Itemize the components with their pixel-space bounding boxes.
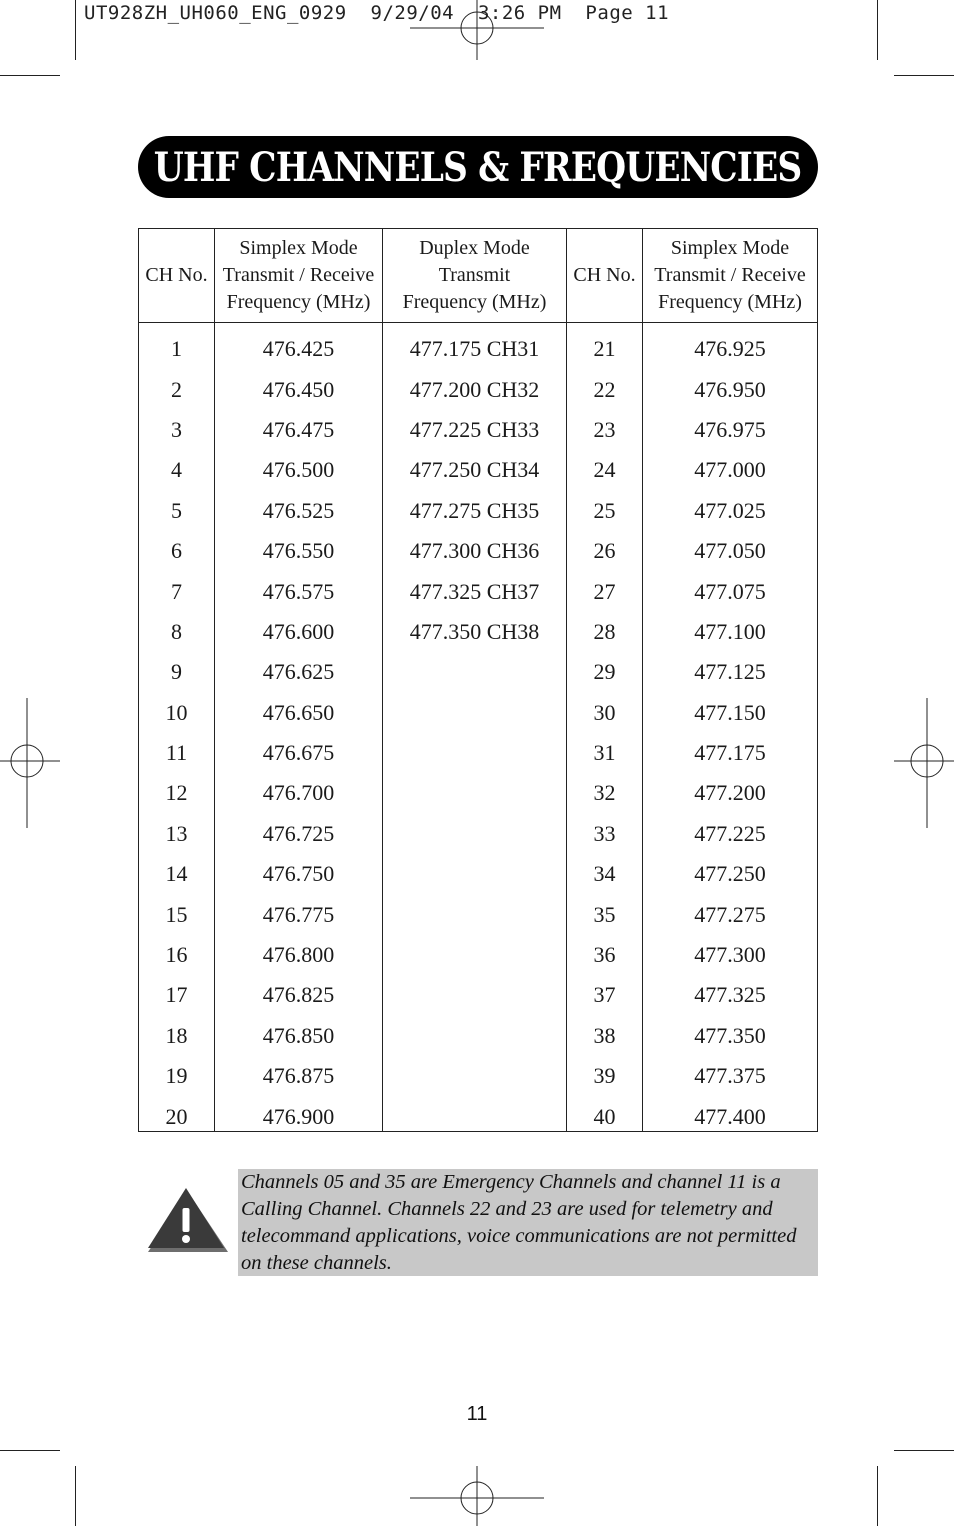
table-cell: 476.775 bbox=[262, 901, 335, 927]
table-cell: 476.925 bbox=[694, 336, 766, 362]
table-cell: 20 bbox=[165, 1103, 188, 1129]
table-cell: 476.875 bbox=[262, 1063, 335, 1089]
table-cell: 19 bbox=[165, 1063, 188, 1089]
table-cell: 477.175 CH31 bbox=[409, 336, 540, 362]
table-cell: 17 bbox=[165, 982, 188, 1008]
crop-mark bbox=[894, 1450, 954, 1451]
table-cell: 477.225 CH33 bbox=[409, 416, 540, 442]
crop-mark bbox=[0, 75, 60, 76]
table-cell: 476.500 bbox=[262, 457, 335, 483]
table-cell: 477.000 bbox=[694, 457, 766, 483]
table-cell: 7 bbox=[171, 578, 182, 604]
crop-mark bbox=[75, 0, 76, 60]
table-cell: 477.150 bbox=[694, 699, 766, 725]
table-cell: 476.750 bbox=[262, 861, 335, 887]
table-cell: 29 bbox=[593, 659, 616, 685]
table-cell: 477.200 CH32 bbox=[409, 376, 540, 402]
table-cell: 16 bbox=[165, 942, 188, 968]
table-cell: 2 bbox=[171, 376, 182, 402]
table-cell: 476.700 bbox=[262, 780, 335, 806]
table-cell: 476.900 bbox=[262, 1103, 335, 1129]
table-cell: 476.450 bbox=[262, 376, 335, 402]
table-cell: 33 bbox=[593, 820, 616, 846]
table-cell: 23 bbox=[593, 416, 616, 442]
table-cell: 1 bbox=[171, 336, 182, 362]
table-cell: 30 bbox=[593, 699, 616, 725]
table-cell: 477.075 bbox=[694, 578, 766, 604]
table-cell: 477.225 bbox=[694, 820, 766, 846]
title-banner bbox=[138, 136, 818, 198]
column-ch-no-left bbox=[139, 329, 214, 1137]
table-cell: 477.250 bbox=[694, 861, 766, 887]
table-cell: 32 bbox=[593, 780, 616, 806]
table-cell: 476.850 bbox=[262, 1022, 335, 1048]
table-cell: 3 bbox=[171, 416, 182, 442]
table-cell: 12 bbox=[165, 780, 188, 806]
table-cell: 476.550 bbox=[262, 538, 335, 564]
table-cell: 477.100 bbox=[694, 618, 766, 644]
table-cell: 13 bbox=[165, 820, 188, 846]
page-title: UHF CHANNELS & FREQUENCIES bbox=[154, 143, 802, 191]
table-cell: 477.125 bbox=[694, 659, 766, 685]
table-cell: 15 bbox=[165, 901, 188, 927]
registration-mark-icon bbox=[410, 0, 544, 60]
table-cell: 476.825 bbox=[262, 982, 335, 1008]
table-cell: 477.275 bbox=[694, 901, 766, 927]
table-cell: 476.675 bbox=[262, 740, 335, 766]
table-cell: 477.050 bbox=[694, 538, 766, 564]
table-cell: 477.250 CH34 bbox=[409, 457, 540, 483]
header-simplex-left: Simplex Mode Transmit / Receive Frequency (MHz) bbox=[222, 237, 375, 313]
table-cell: 477.350 bbox=[694, 1022, 766, 1048]
registration-mark-icon bbox=[894, 698, 954, 828]
table-cell: 38 bbox=[593, 1022, 616, 1048]
table-cell: 27 bbox=[593, 578, 616, 604]
table-cell: 476.575 bbox=[262, 578, 335, 604]
table-cell: 476.625 bbox=[262, 659, 335, 685]
crop-mark bbox=[75, 1466, 76, 1526]
table-cell: 8 bbox=[171, 618, 182, 644]
header-ch-no-left: CH No. bbox=[145, 264, 208, 286]
table-cell: 10 bbox=[165, 699, 188, 725]
table-cell: 477.300 CH36 bbox=[409, 538, 540, 564]
page-number: 11 bbox=[466, 1403, 488, 1425]
crop-mark bbox=[877, 1466, 878, 1526]
table-cell: 476.600 bbox=[262, 618, 335, 644]
table-cell: 476.525 bbox=[262, 497, 335, 523]
table-cell: 477.200 bbox=[694, 780, 766, 806]
table-cell: 24 bbox=[593, 457, 616, 483]
table-cell: 39 bbox=[593, 1063, 616, 1089]
header-ch-no-right: CH No. bbox=[573, 264, 636, 286]
column-simplex-left bbox=[215, 329, 382, 1137]
table-cell: 476.425 bbox=[262, 336, 335, 362]
table-cell: 25 bbox=[593, 497, 616, 523]
table-cell: 476.725 bbox=[262, 820, 335, 846]
column-ch-no-right bbox=[567, 329, 642, 1137]
table-cell: 6 bbox=[171, 538, 182, 564]
table-cell: 40 bbox=[593, 1103, 616, 1129]
table-cell: 31 bbox=[593, 740, 616, 766]
warning-triangle-icon bbox=[144, 1186, 228, 1254]
crop-mark bbox=[894, 75, 954, 76]
table-cell: 4 bbox=[171, 457, 182, 483]
table-cell: 476.975 bbox=[694, 416, 766, 442]
channel-frequency-table bbox=[138, 228, 818, 1132]
notice-text: Channels 05 and 35 are Emergency Channels and channel 11 is a Calling Channel. Channels 22 and 23 are used for telemetry and telecommand applications, voice communications are not permitted on these channels. bbox=[241, 1171, 797, 1274]
header-duplex: Duplex Mode Transmit Frequency (MHz) bbox=[402, 237, 547, 313]
table-cell: 21 bbox=[593, 336, 616, 362]
channel-notice bbox=[238, 1169, 818, 1276]
table-cell: 477.325 bbox=[694, 982, 766, 1008]
column-duplex bbox=[383, 329, 566, 652]
table-cell: 476.950 bbox=[694, 376, 766, 402]
table-cell: 477.175 bbox=[694, 740, 766, 766]
registration-mark-icon bbox=[0, 698, 60, 828]
crop-mark bbox=[0, 1450, 60, 1451]
table-cell: 28 bbox=[593, 618, 616, 644]
table-cell: 477.300 bbox=[694, 942, 766, 968]
table-cell: 476.800 bbox=[262, 942, 335, 968]
registration-mark-icon bbox=[410, 1466, 544, 1526]
table-cell: 34 bbox=[593, 861, 616, 887]
table-cell: 37 bbox=[593, 982, 616, 1008]
table-cell: 18 bbox=[165, 1022, 188, 1048]
table-cell: 36 bbox=[593, 942, 616, 968]
table-cell: 477.375 bbox=[694, 1063, 766, 1089]
table-cell: 14 bbox=[165, 861, 188, 887]
header-simplex-right: Simplex Mode Transmit / Receive Frequency (MHz) bbox=[654, 237, 806, 313]
table-cell: 477.275 CH35 bbox=[409, 497, 540, 523]
column-simplex-right bbox=[643, 329, 817, 1137]
table-cell: 476.475 bbox=[262, 416, 335, 442]
table-cell: 5 bbox=[171, 497, 182, 523]
table-cell: 35 bbox=[593, 901, 616, 927]
table-cell: 9 bbox=[171, 659, 182, 685]
printer-slug: UT928ZH_UH060_ENG_0929 9/29/04 3:26 PM Page 11 bbox=[84, 2, 670, 24]
table-cell: 477.325 CH37 bbox=[409, 578, 540, 604]
table-cell: 476.650 bbox=[262, 699, 335, 725]
table-cell: 26 bbox=[593, 538, 616, 564]
crop-mark bbox=[877, 0, 878, 60]
header-divider bbox=[139, 322, 817, 323]
table-cell: 477.350 CH38 bbox=[409, 618, 540, 644]
table-cell: 477.025 bbox=[694, 497, 766, 523]
table-cell: 11 bbox=[165, 740, 188, 766]
table-cell: 22 bbox=[593, 376, 616, 402]
table-cell: 477.400 bbox=[694, 1103, 766, 1129]
